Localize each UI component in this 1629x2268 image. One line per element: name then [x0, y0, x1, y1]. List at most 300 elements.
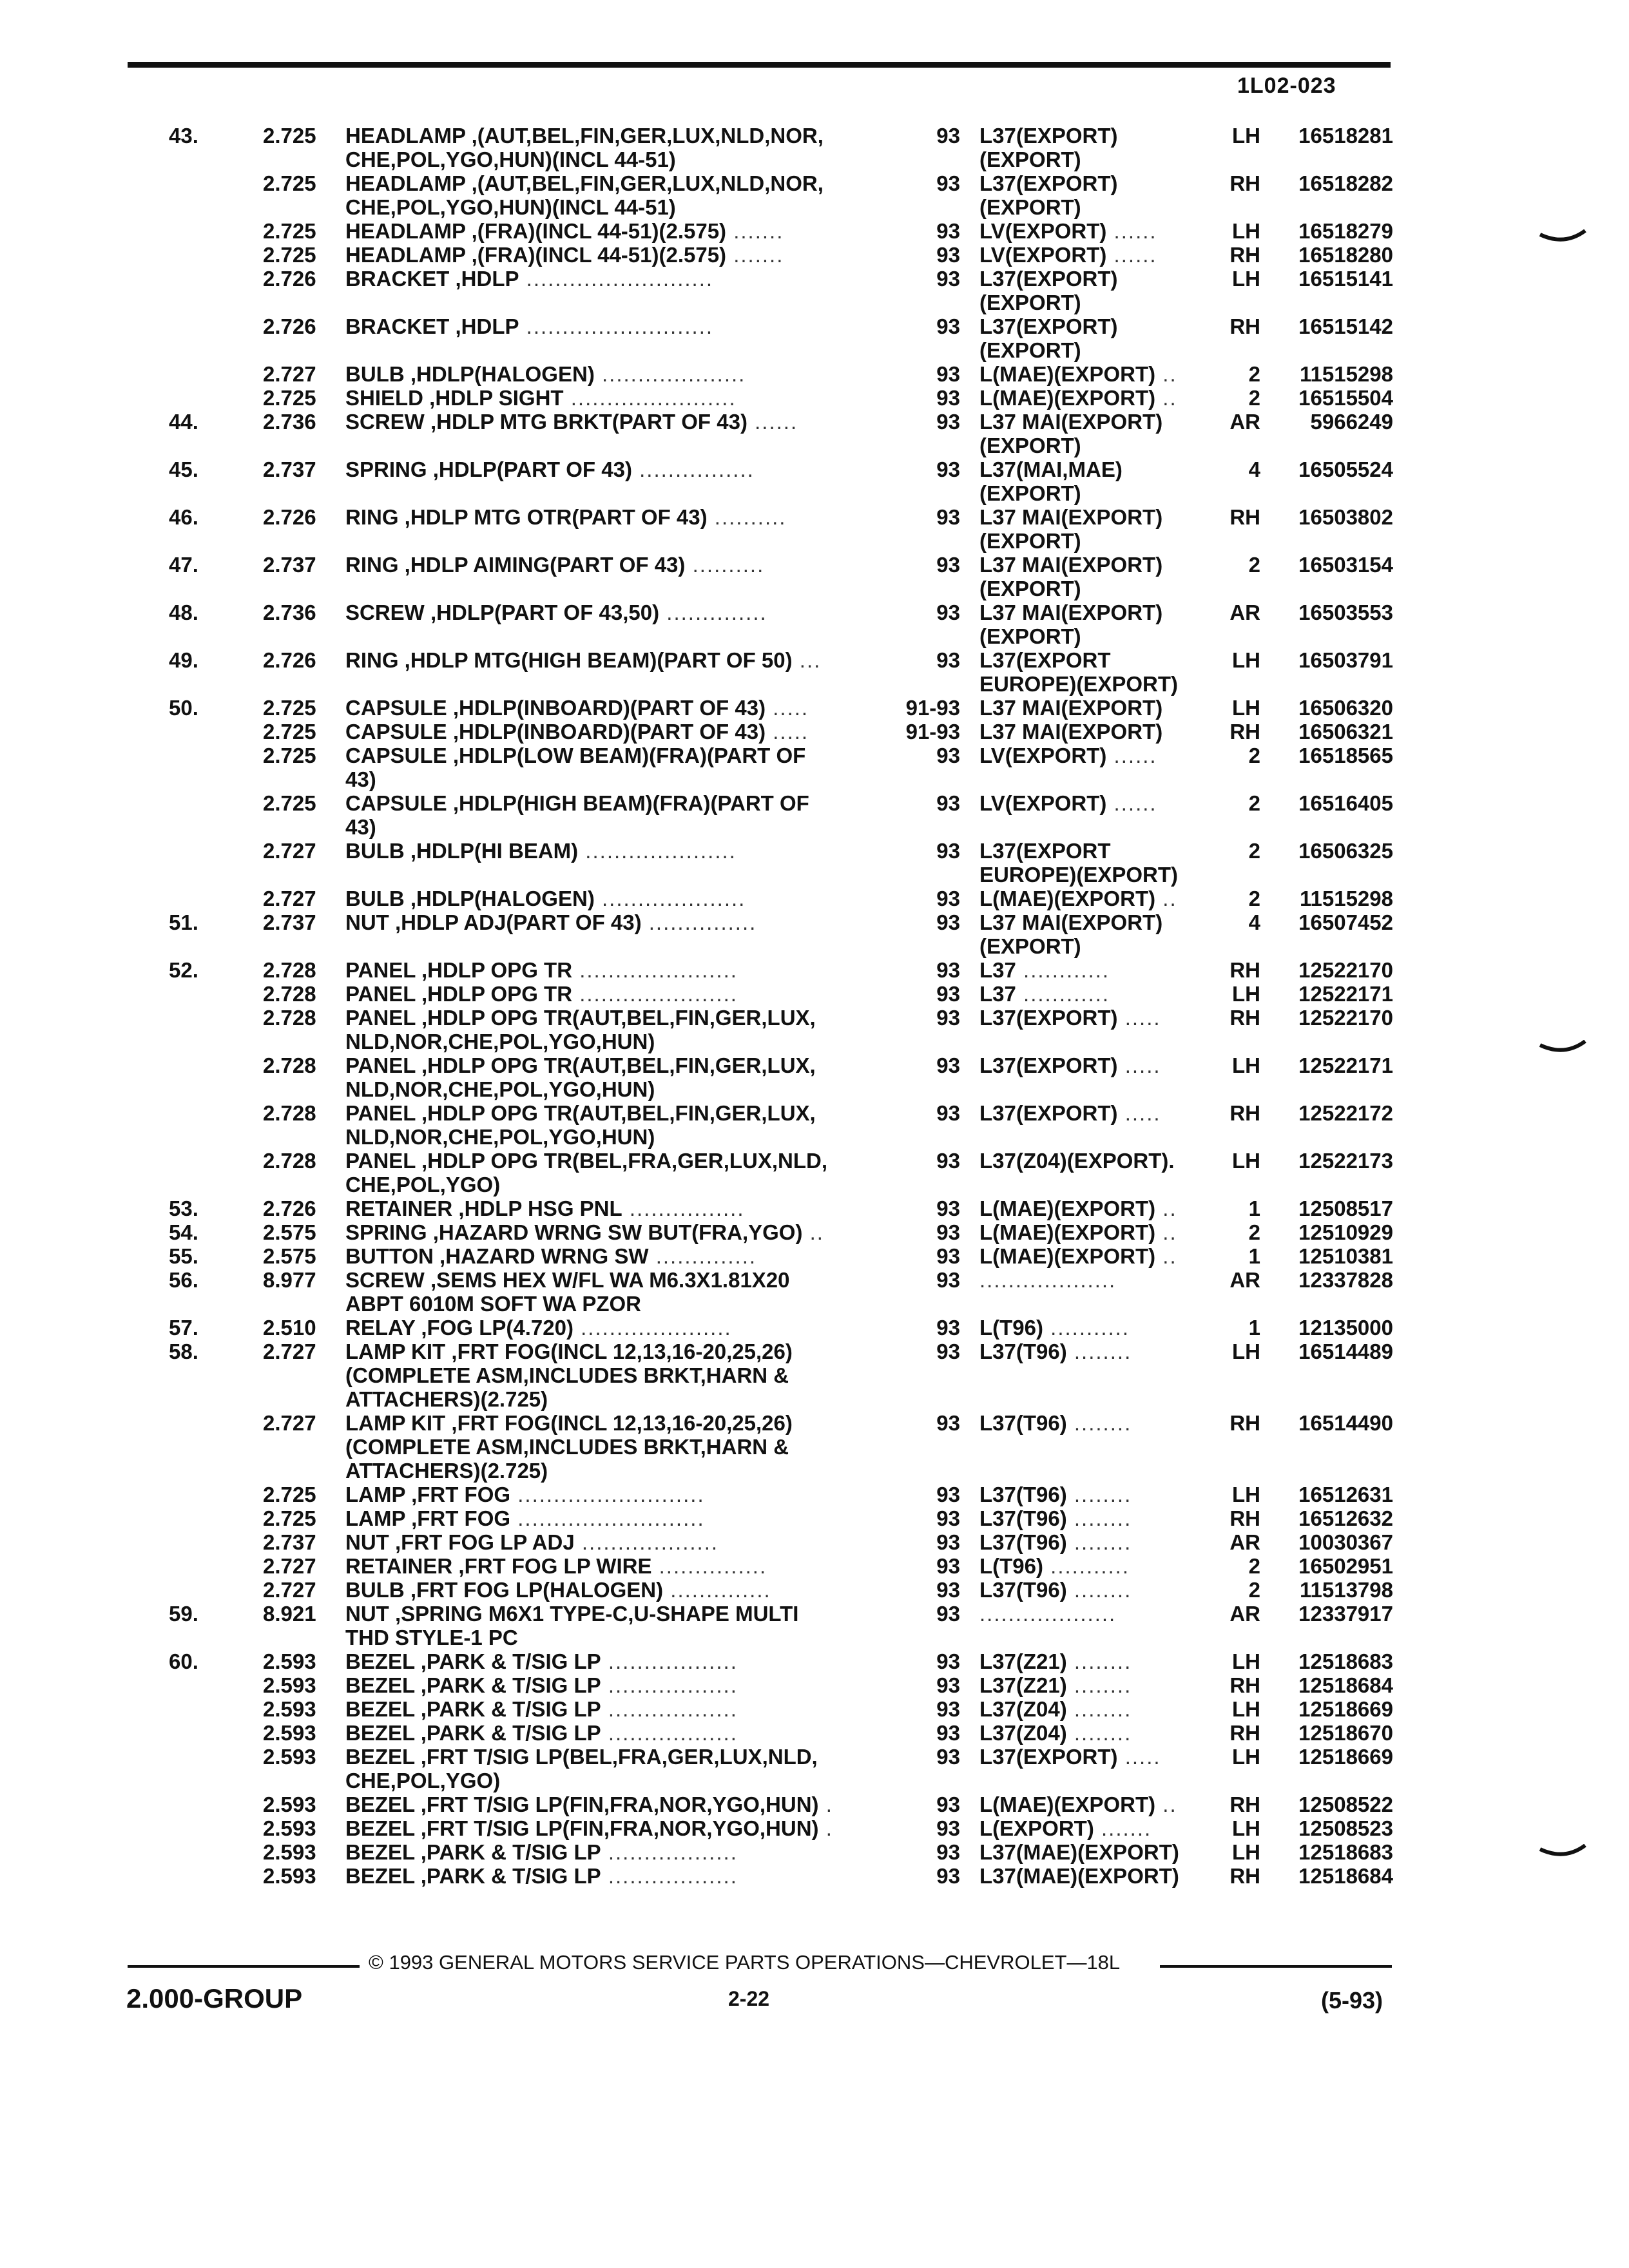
- table-row: [0, 910, 1629, 934]
- leader-dots: ........: [1066, 1506, 1132, 1530]
- group-number: 2.737: [263, 910, 316, 934]
- model-text: (EXPORT): [979, 434, 1081, 457]
- table-row: [0, 338, 1629, 362]
- model-text: L(T96): [979, 1554, 1043, 1578]
- description: [345, 1435, 880, 1459]
- part-number: 11515298: [1299, 887, 1393, 910]
- model-text: L(T96): [979, 1316, 1043, 1340]
- ref-number: 54.: [169, 1220, 198, 1244]
- model-year: 93: [936, 1602, 960, 1626]
- leader-dots: ...........: [1043, 1554, 1130, 1578]
- part-detail: ,PARK & T/SIG LP: [414, 1649, 601, 1673]
- model-code: [979, 291, 1205, 314]
- description: [345, 553, 880, 577]
- description: [345, 601, 880, 624]
- table-row: [0, 577, 1629, 601]
- model-text: L37(Z04): [979, 1697, 1067, 1721]
- part-number: 10030367: [1298, 1530, 1393, 1554]
- model-code: [979, 219, 1205, 243]
- model-code: [979, 1268, 1205, 1292]
- model-year: 93: [936, 744, 960, 767]
- part-detail: ,HDLP OPG TR(AUT,BEL,FIN,GER,LUX,: [415, 1006, 816, 1030]
- description: [345, 1792, 880, 1816]
- group-number: 2.726: [263, 648, 316, 672]
- description: [345, 1673, 880, 1697]
- model-code: [979, 1411, 1205, 1435]
- table-row: [0, 1745, 1629, 1769]
- part-number: 16505524: [1298, 457, 1393, 481]
- leader-dots: ..........: [707, 505, 787, 529]
- table-row: [0, 457, 1629, 481]
- model-year: 93: [936, 1530, 960, 1554]
- table-row: [0, 1626, 1629, 1649]
- quantity: AR: [1229, 1530, 1260, 1554]
- quantity: 1: [1248, 1196, 1260, 1220]
- quantity: LH: [1232, 1649, 1260, 1673]
- part-name: RING: [345, 505, 399, 529]
- page-code: 1L02-023: [1237, 73, 1336, 98]
- part-name: BEZEL: [345, 1864, 415, 1888]
- leader-dots: ........: [1066, 1340, 1132, 1363]
- group-number: 2.726: [263, 267, 316, 291]
- model-text: L(MAE)(EXPORT): [979, 1244, 1156, 1268]
- part-detail: ,HDLP SIGHT: [423, 386, 564, 410]
- description: [345, 696, 880, 720]
- model-text: L37(T96): [979, 1411, 1067, 1435]
- part-detail: ,FRT FOG LP WIRE: [452, 1554, 652, 1578]
- model-year: 93: [936, 1196, 960, 1220]
- model-year: 93: [936, 1411, 960, 1435]
- model-code: [979, 1697, 1205, 1721]
- part-detail: ATTACHERS)(2.725): [345, 1387, 548, 1411]
- ref-number: 47.: [169, 553, 198, 577]
- model-text: EUROPE)(EXPORT): [979, 863, 1179, 887]
- model-text: L(MAE)(EXPORT): [979, 887, 1156, 910]
- part-number: 16516405: [1298, 791, 1393, 815]
- part-detail: ATTACHERS)(2.725): [345, 1459, 548, 1483]
- model-code: [979, 1745, 1205, 1769]
- group-number: 2.725: [263, 1483, 316, 1506]
- part-number: 16514490: [1298, 1411, 1393, 1435]
- quantity: RH: [1229, 720, 1260, 744]
- part-detail: ,HAZARD WRNG SW BUT(FRA,YGO): [427, 1220, 803, 1244]
- leader-dots: ..........................: [510, 1483, 705, 1506]
- leader-dots: ........: [1066, 1697, 1132, 1721]
- model-text: L(MAE)(EXPORT): [979, 386, 1156, 410]
- table-row: [0, 720, 1629, 744]
- part-name: BEZEL: [345, 1649, 415, 1673]
- quantity: RH: [1229, 1721, 1260, 1745]
- part-number: 11513798: [1299, 1578, 1393, 1602]
- model-year: 93: [936, 553, 960, 577]
- leader-dots: ......: [1106, 791, 1157, 815]
- part-name: BULB: [345, 362, 405, 386]
- model-text: L37(EXPORT): [979, 1006, 1118, 1030]
- leader-dots: ......................: [572, 958, 738, 982]
- model-code: [979, 1506, 1205, 1530]
- description: [345, 720, 880, 744]
- model-year: 93: [936, 648, 960, 672]
- model-code: [979, 171, 1205, 195]
- leader-dots: ..................: [601, 1840, 738, 1864]
- part-name: LAMP KIT: [345, 1340, 446, 1363]
- part-name: CAPSULE: [345, 744, 447, 767]
- leader-dots: ..............: [663, 1578, 771, 1602]
- part-number: 12522172: [1298, 1101, 1393, 1125]
- part-name: BULB: [345, 887, 405, 910]
- group-number: 2.727: [263, 362, 316, 386]
- part-name: HEADLAMP: [345, 243, 466, 267]
- table-row: [0, 1292, 1629, 1316]
- part-detail: ,(FRA)(INCL 44-51)(2.575): [465, 243, 727, 267]
- description: [345, 1411, 880, 1435]
- ref-number: 43.: [169, 124, 198, 148]
- group-number: 2.737: [263, 457, 316, 481]
- quantity: RH: [1229, 1792, 1260, 1816]
- leader-dots: .......: [726, 243, 784, 267]
- model-year: 93: [936, 1697, 960, 1721]
- model-code: [979, 410, 1205, 434]
- model-text: L37(EXPORT): [979, 1053, 1118, 1077]
- model-code: [979, 1649, 1205, 1673]
- footer-page-number: 2-22: [728, 1987, 770, 2010]
- quantity: RH: [1229, 1506, 1260, 1530]
- leader-dots: ..........................: [519, 267, 714, 291]
- table-row: [0, 1673, 1629, 1697]
- description: [345, 648, 880, 672]
- model-code: [979, 1840, 1205, 1864]
- model-text: (EXPORT): [979, 934, 1081, 958]
- leader-dots: ..: [1155, 362, 1177, 386]
- table-row: [0, 1387, 1629, 1411]
- part-detail: ,HDLP OPG TR: [415, 982, 573, 1006]
- model-text: L37(Z04)(EXPORT).: [979, 1149, 1175, 1173]
- model-code: [979, 1006, 1205, 1030]
- part-detail: ,HDLP(HIGH BEAM)(FRA)(PART OF: [447, 791, 809, 815]
- ref-number: 46.: [169, 505, 198, 529]
- quantity: RH: [1229, 958, 1260, 982]
- model-year: 93: [936, 362, 960, 386]
- quantity: LH: [1232, 1340, 1260, 1363]
- model-text: L37: [979, 958, 1016, 982]
- part-detail: ,HAZARD WRNG SW: [433, 1244, 649, 1268]
- quantity: LH: [1232, 1745, 1260, 1769]
- table-row: [0, 124, 1629, 148]
- model-year: 93: [936, 1840, 960, 1864]
- leader-dots: ....................: [594, 887, 746, 910]
- part-detail: ,HDLP(PART OF 43,50): [424, 601, 660, 624]
- table-row: [0, 1268, 1629, 1292]
- model-text: L37 MAI(EXPORT): [979, 505, 1163, 529]
- part-name: RETAINER: [345, 1196, 453, 1220]
- part-number: 16507452: [1298, 910, 1393, 934]
- model-year: 93: [936, 1268, 960, 1292]
- description: [345, 767, 880, 791]
- table-row: [0, 410, 1629, 434]
- description: [345, 1649, 880, 1673]
- model-text: L37(Z21): [979, 1649, 1067, 1673]
- description: [345, 1220, 880, 1244]
- part-number: 16506325: [1298, 839, 1393, 863]
- table-row: [0, 434, 1629, 457]
- leader-dots: ...: [792, 648, 822, 672]
- model-year: 91-93: [905, 720, 960, 744]
- table-row: [0, 1077, 1629, 1101]
- description: [345, 314, 880, 338]
- part-detail: ,HDLP OPG TR(AUT,BEL,FIN,GER,LUX,: [415, 1053, 816, 1077]
- model-text: L37 MAI(EXPORT): [979, 601, 1163, 624]
- description: [345, 1721, 880, 1745]
- model-year: 93: [936, 457, 960, 481]
- table-row: [0, 219, 1629, 243]
- part-name: RING: [345, 648, 399, 672]
- leader-dots: .......: [726, 219, 784, 243]
- description: [345, 1769, 880, 1792]
- model-text: L37 MAI(EXPORT): [979, 553, 1163, 577]
- group-number: 2.593: [263, 1792, 316, 1816]
- description: [345, 958, 880, 982]
- part-detail: ,HDLP MTG OTR(PART OF 43): [398, 505, 708, 529]
- table-row: [0, 1125, 1629, 1149]
- part-name: RELAY: [345, 1316, 416, 1340]
- part-name: SCREW: [345, 1268, 425, 1292]
- part-number: 16506321: [1298, 720, 1393, 744]
- model-year: 93: [936, 910, 960, 934]
- table-row: [0, 1840, 1629, 1864]
- quantity: AR: [1229, 601, 1260, 624]
- leader-dots: ..................: [601, 1649, 738, 1673]
- part-number: 16515142: [1298, 314, 1393, 338]
- leader-dots: ...................: [979, 1268, 1117, 1292]
- leader-dots: ..........: [685, 553, 765, 577]
- model-code: [979, 362, 1205, 386]
- ref-number: 49.: [169, 648, 198, 672]
- part-detail: ,FRT T/SIG LP(BEL,FRA,GER,LUX,NLD,: [414, 1745, 818, 1769]
- table-row: [0, 672, 1629, 696]
- part-detail: ,PARK & T/SIG LP: [414, 1840, 601, 1864]
- group-number: 2.725: [263, 720, 316, 744]
- model-text: L37(T96): [979, 1483, 1067, 1506]
- part-name: BULB: [345, 839, 405, 863]
- table-row: [0, 958, 1629, 982]
- part-detail: ,HDLP(HALOGEN): [404, 362, 595, 386]
- leader-dots: ..: [1155, 1792, 1177, 1816]
- part-number: 12510381: [1298, 1244, 1393, 1268]
- part-detail: ,HDLP AIMING(PART OF 43): [398, 553, 686, 577]
- table-row: [0, 1196, 1629, 1220]
- group-number: 2.728: [263, 1101, 316, 1125]
- model-year: 93: [936, 410, 960, 434]
- leader-dots: .....: [1117, 1053, 1161, 1077]
- model-year: 93: [936, 267, 960, 291]
- group-number: 2.593: [263, 1745, 316, 1769]
- table-row: [0, 744, 1629, 767]
- quantity: RH: [1229, 171, 1260, 195]
- model-text: (EXPORT): [979, 195, 1081, 219]
- description: [345, 1030, 880, 1053]
- quantity: 2: [1248, 1220, 1260, 1244]
- ref-number: 52.: [169, 958, 198, 982]
- leader-dots: ..................: [601, 1864, 738, 1888]
- table-row: [0, 839, 1629, 863]
- leader-dots: ..................: [601, 1721, 738, 1745]
- description: [345, 744, 880, 767]
- group-number: 2.726: [263, 505, 316, 529]
- description: [345, 1697, 880, 1721]
- model-code: [979, 982, 1205, 1006]
- part-detail: CHE,POL,YGO): [345, 1769, 501, 1792]
- table-row: [0, 1578, 1629, 1602]
- model-year: 93: [936, 1316, 960, 1340]
- model-text: LV(EXPORT): [979, 744, 1107, 767]
- leader-dots: ........: [1066, 1649, 1132, 1673]
- model-code: [979, 720, 1205, 744]
- model-code: [979, 934, 1205, 958]
- quantity: RH: [1229, 314, 1260, 338]
- model-year: 93: [936, 171, 960, 195]
- model-year: 93: [936, 887, 960, 910]
- part-name: BEZEL: [345, 1697, 415, 1721]
- table-row: [0, 1649, 1629, 1673]
- model-year: 93: [936, 1578, 960, 1602]
- table-row: [0, 1769, 1629, 1792]
- part-name: RING: [345, 553, 399, 577]
- description: [345, 1363, 880, 1387]
- model-code: [979, 863, 1205, 887]
- leader-dots: ..........................: [519, 314, 714, 338]
- part-name: HEADLAMP: [345, 124, 466, 148]
- part-number: 12518669: [1298, 1745, 1393, 1769]
- model-code: [979, 958, 1205, 982]
- leader-dots: ..: [1155, 887, 1177, 910]
- table-row: [0, 314, 1629, 338]
- quantity: LH: [1232, 124, 1260, 148]
- footer-rule-left: [128, 1965, 360, 1968]
- model-code: [979, 577, 1205, 601]
- quantity: 1: [1248, 1316, 1260, 1340]
- part-name: BEZEL: [345, 1745, 415, 1769]
- leader-dots: ..: [1155, 1220, 1177, 1244]
- model-text: EUROPE)(EXPORT): [979, 672, 1179, 696]
- quantity: RH: [1229, 1411, 1260, 1435]
- description: [345, 1626, 880, 1649]
- model-code: [979, 1316, 1205, 1340]
- group-number: 2.727: [263, 1411, 316, 1435]
- table-row: [0, 553, 1629, 577]
- model-text: LV(EXPORT): [979, 219, 1107, 243]
- table-row: [0, 1554, 1629, 1578]
- model-year: 93: [936, 839, 960, 863]
- table-row: [0, 815, 1629, 839]
- table-row: [0, 148, 1629, 171]
- model-code: [979, 148, 1205, 171]
- model-code: [979, 267, 1205, 291]
- leader-dots: ..: [1155, 1196, 1177, 1220]
- part-number: 16512631: [1298, 1483, 1393, 1506]
- ref-number: 60.: [169, 1649, 198, 1673]
- quantity: 2: [1248, 839, 1260, 863]
- leader-dots: .....: [766, 696, 809, 720]
- part-detail: 43): [345, 815, 376, 839]
- leader-dots: ......: [1106, 219, 1157, 243]
- description: [345, 1530, 880, 1554]
- part-detail: ,FRT FOG LP ADJ: [389, 1530, 575, 1554]
- quantity: AR: [1229, 1602, 1260, 1626]
- part-detail: NLD,NOR,CHE,POL,YGO,HUN): [345, 1077, 655, 1101]
- part-detail: CHE,POL,YGO,HUN)(INCL 44-51): [345, 195, 676, 219]
- model-code: [979, 1530, 1205, 1554]
- table-row: [0, 767, 1629, 791]
- table-row: [0, 362, 1629, 386]
- part-number: 16514489: [1298, 1340, 1393, 1363]
- group-number: 8.977: [263, 1268, 316, 1292]
- quantity: 2: [1248, 362, 1260, 386]
- table-row: [0, 505, 1629, 529]
- description: [345, 171, 880, 195]
- part-name: LAMP: [345, 1483, 405, 1506]
- group-number: 2.593: [263, 1697, 316, 1721]
- description: [345, 1244, 880, 1268]
- part-detail: ,PARK & T/SIG LP: [414, 1673, 601, 1697]
- leader-dots: .....................: [573, 1316, 732, 1340]
- table-row: [0, 1220, 1629, 1244]
- table-row: [0, 386, 1629, 410]
- model-code: [979, 1149, 1205, 1173]
- model-year: 93: [936, 1864, 960, 1888]
- part-name: PANEL: [345, 1149, 416, 1173]
- model-text: L37(EXPORT): [979, 124, 1118, 148]
- table-row: [0, 529, 1629, 553]
- table-row: [0, 195, 1629, 219]
- model-text: L37 MAI(EXPORT): [979, 910, 1163, 934]
- part-name: CAPSULE: [345, 791, 447, 815]
- leader-dots: ....................: [594, 362, 746, 386]
- table-row: [0, 1316, 1629, 1340]
- part-detail: ,FRT T/SIG LP(FIN,FRA,NOR,YGO,HUN): [414, 1816, 819, 1840]
- part-number: 16503154: [1298, 553, 1393, 577]
- table-row: [0, 1411, 1629, 1435]
- part-number: 5966249: [1310, 410, 1393, 434]
- model-code: [979, 910, 1205, 934]
- model-text: L37(EXPORT): [979, 1101, 1118, 1125]
- part-name: SPRING: [345, 457, 427, 481]
- group-number: 2.725: [263, 124, 316, 148]
- group-number: 2.593: [263, 1721, 316, 1745]
- check-mark-icon: [1539, 1040, 1586, 1058]
- table-row: [0, 1721, 1629, 1745]
- leader-dots: ..: [1155, 1244, 1177, 1268]
- model-year: 93: [936, 219, 960, 243]
- model-text: L37(EXPORT): [979, 314, 1118, 338]
- model-code: [979, 1792, 1205, 1816]
- part-detail: ,HDLP ADJ(PART OF 43): [389, 910, 642, 934]
- group-number: 2.727: [263, 1554, 316, 1578]
- part-name: NUT: [345, 1602, 389, 1626]
- group-number: 2.593: [263, 1840, 316, 1864]
- part-name: BULB: [345, 1578, 405, 1602]
- model-year: 93: [936, 1721, 960, 1745]
- group-number: 2.725: [263, 386, 316, 410]
- leader-dots: .......................: [563, 386, 737, 410]
- model-year: 93: [936, 1483, 960, 1506]
- part-number: 11515298: [1299, 362, 1393, 386]
- quantity: LH: [1232, 1697, 1260, 1721]
- part-number: 12518684: [1298, 1673, 1393, 1697]
- description: [345, 195, 880, 219]
- part-name: HEADLAMP: [345, 171, 466, 195]
- description: [345, 1006, 880, 1030]
- part-name: BUTTON: [345, 1244, 434, 1268]
